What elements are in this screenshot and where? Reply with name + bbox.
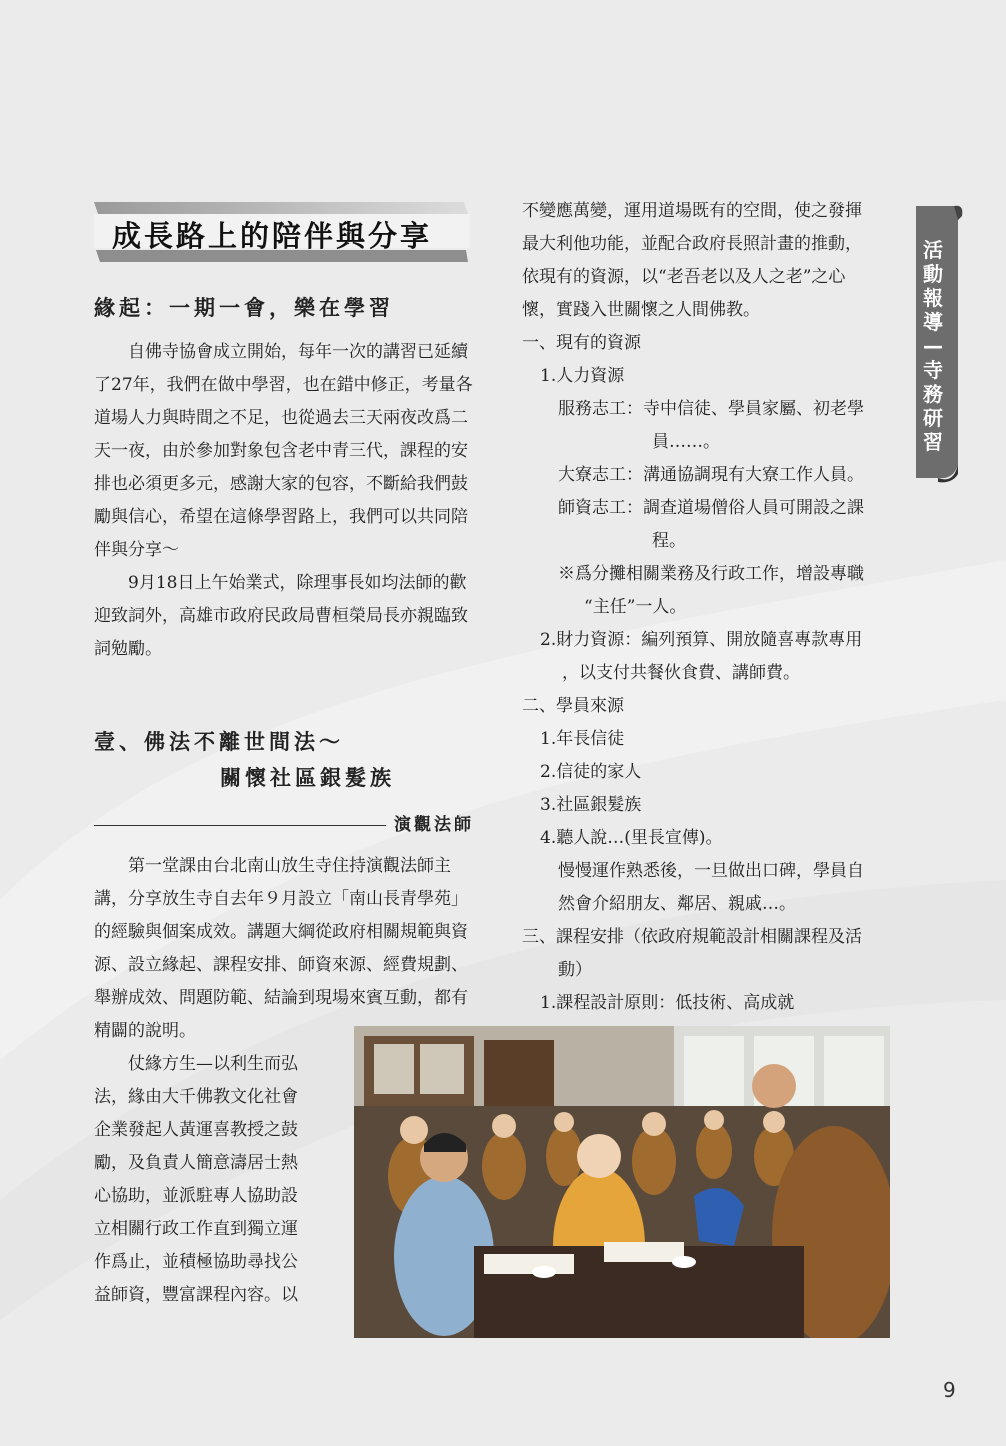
financial-resources: 2.財力資源：編列預算、開放隨喜專款專用 xyxy=(540,630,863,650)
students-title: 二、學員來源 xyxy=(522,696,624,716)
right-column xyxy=(522,195,902,1020)
teacher-volunteers-cont: 程。 xyxy=(652,531,686,551)
author-rule xyxy=(94,825,386,826)
section2-heading-line2: 關懷社區銀髮族 xyxy=(220,765,395,790)
staff-note-cont: “主任”一人。 xyxy=(584,597,687,617)
section1-paragraph2: 9月18日上午始業式，除理事長如均法師的歡迎致詞外，高雄市政府民政局曹桓榮局長亦親臨致詞勉勵。 xyxy=(94,573,468,659)
staff-note: ※爲分攤相關業務及行政工作，增設專職 xyxy=(558,564,864,584)
course-principle: 1.課程設計原則：低技術、高成就 xyxy=(540,993,795,1013)
students-item: 1.年長信徒 xyxy=(540,729,625,749)
classroom-photo xyxy=(354,1026,890,1338)
financial-resources-cont: ，以支付共餐伙食費、講師費。 xyxy=(562,663,800,683)
intro-line: 最大利他功能，並配合政府長照計畫的推動， xyxy=(522,234,862,254)
author-name: 演觀法師 xyxy=(394,814,474,835)
section1-paragraph1: 自佛寺協會成立開始，每年一次的講習已延續了27年，我們在做中學習，也在錯中修正，考量各道場人力與時間之不足，也從過去三天兩夜改爲二天一夜，由於參加對象包含老中青三代，課程的安排也必須更多元，感謝大家的包容，不斷給我們鼓勵與信心，希望在這條學習路上，我們可以共同陪伴與分享～ xyxy=(94,342,473,560)
intro-line: 依現有的資源，以“老吾老以及人之老”之心 xyxy=(522,267,846,287)
section1-heading: 緣起：一期一會，樂在學習 xyxy=(94,295,394,320)
students-item: 3.社區銀髮族 xyxy=(540,795,642,815)
course-title-cont: 動） xyxy=(558,960,592,980)
students-item: 4.聽人說…(里長宣傳)。 xyxy=(540,828,723,848)
service-volunteers: 服務志工：寺中信徒、學員家屬、初老學 xyxy=(558,399,864,419)
page-number: 9 xyxy=(943,1378,956,1402)
classroom-photo-drawing xyxy=(354,1026,890,1338)
intro-line: 懷，實踐入世關懷之人間佛教。 xyxy=(522,300,760,320)
title-banner xyxy=(94,200,470,264)
resources-title: 一、現有的資源 xyxy=(522,333,641,353)
teacher-volunteers: 師資志工：調查道場僧俗人員可開設之課 xyxy=(558,498,864,518)
page-title: 成長路上的陪伴與分享 xyxy=(112,219,433,253)
service-volunteers-cont: 員……。 xyxy=(652,432,720,452)
course-title: 三、課程安排（依政府規範設計相關課程及活 xyxy=(522,927,862,947)
students-item: 2.信徒的家人 xyxy=(540,762,642,782)
intro-line: 不變應萬變，運用道場既有的空間，使之發揮 xyxy=(522,201,862,221)
side-tab-label: 活動報導—寺務研習 xyxy=(923,238,943,454)
author-line xyxy=(94,804,474,840)
students-note-cont: 然會介紹朋友、鄰居、親戚…。 xyxy=(558,894,796,914)
section2-heading-line1: 壹、佛法不離世間法～ xyxy=(94,729,344,754)
section2-paragraph1: 第一堂課由台北南山放生寺住持演觀法師主講，分享放生寺自去年９月設立「南山長青學苑」的經驗與個案成效。講題大綱從政府相關規範與資源、設立緣起、課程安排、師資來源、經費規劃、舉辦成效、問題防範、結論到現場來賓互動，都有精闢的說明。 xyxy=(94,856,468,1041)
section2-paragraph2: 仗緣方生—以利生而弘 法，緣由大千佛教文化社會 企業發起人黃運喜教授之鼓 勵，及負責人簡意濤居士熱 心協助，並派駐專人協助設 立相關行政工作直到獨立運 作爲止，並積極協助尋找公 益師資，豐富課程內容。以 xyxy=(94,1054,298,1305)
students-note: 慢慢運作熟悉後，一旦做出口碑，學員自 xyxy=(558,861,864,881)
human-resources: 1.人力資源 xyxy=(540,366,625,386)
kitchen-volunteers: 大寮志工：溝通協調現有大寮工作人員。 xyxy=(558,465,864,485)
